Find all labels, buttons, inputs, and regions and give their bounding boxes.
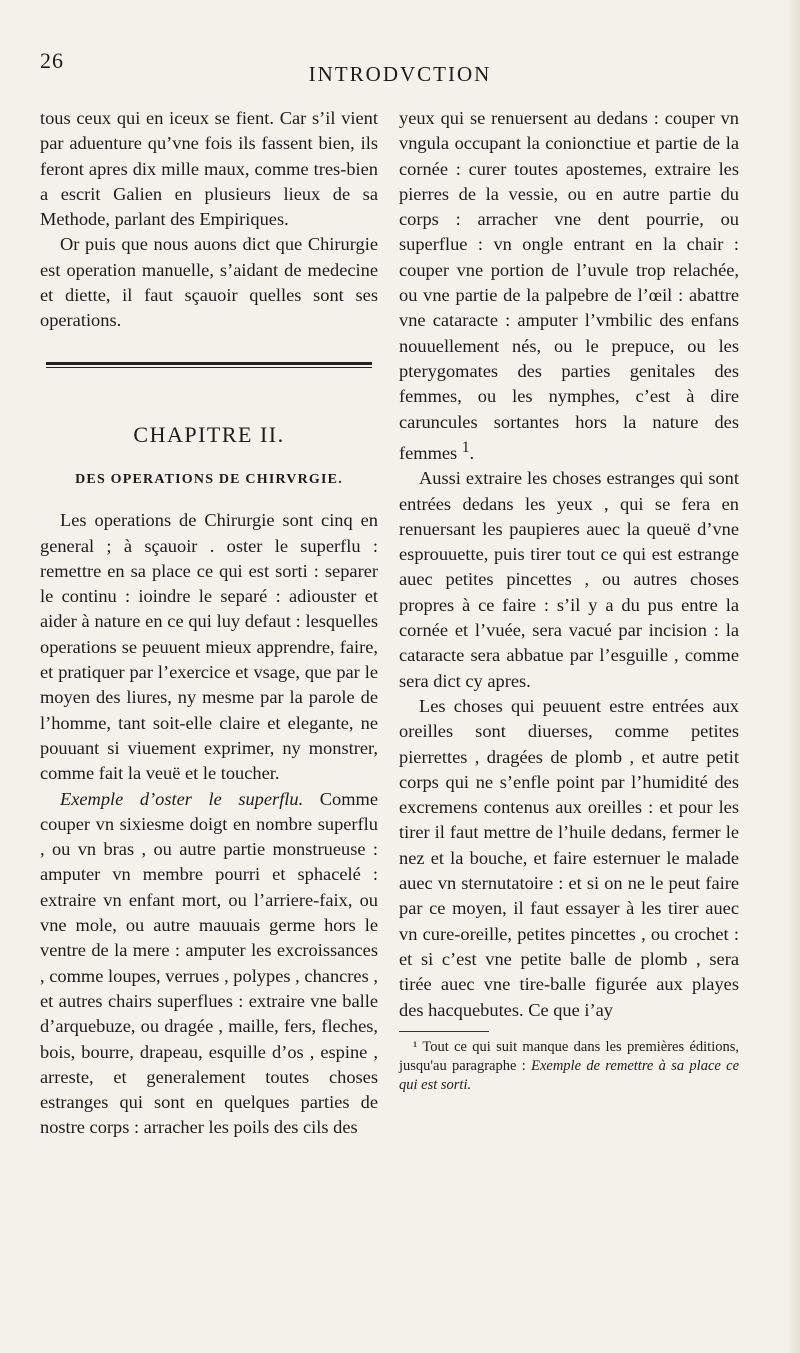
chapter-subtitle: DES OPERATIONS DE CHIRVRGIE. — [75, 471, 343, 487]
divider-thick — [46, 362, 372, 365]
left-column — [40, 106, 378, 1141]
paragraph: Les operations de Chirurgie sont cinq en general ; à sçauoir . oster le superflu : remettre en sa place ce qui est sorti : separer le continu : ioindre le separé : adiouster et aider à nature en ce qui luy defaut : lesquelles operations se peuuent mieux apprendre, faire, et pratiquer par l’exercice et vsage, que par le moyen des liures, ny mesme par la parole de l’homme, tant soit-elle claire et elegante, ne pouuant si viuement exprimer, ny monstrer, comme fait la veuë et le toucher. — [40, 510, 378, 784]
page-number: 26 — [40, 48, 64, 73]
paragraph: Or puis que nous auons dict que Chirurgie est operation manuelle, s’aidant de medecine et diette, il faut sçauoir quelles sont ses operations. — [40, 234, 378, 331]
chapter-title: CHAPITRE II. — [133, 421, 285, 447]
paragraph — [40, 787, 378, 1141]
paragraph: Les choses qui peuuent estre entrées aux oreilles sont diuerses, comme petites pierrettes , dragées de plomb , et autre petit corps qui ne s’enfle point par l’humidité des excremens contenus aux oreilles : et pour les tirer il faut mettre de l’huile dedans, fermer le nez et la bouche, et faire esternuer le malade auec vn sternutatoire : et si on ne le peut faire par ce moyen, il faut essayer à les tirer auec vn cure-oreille, petites pincettes , ou crochet : et si c’est vne petite balle de plomb , sera tirée auec vne tire-balle figurée aux playes des hacquebutes. Ce que i’ay — [399, 695, 739, 1020]
example-heading: Exemple d’oster le superflu. — [60, 788, 304, 809]
paragraph-text: Comme couper vn sixiesme doigt en nombre superflu , ou vn bras , ou autre partie monstrueuse : amputer vn membre pourri et sphacelé : extraire vn enfant mort, ou l’arriere-faix, ou vne mole, ou autre mauuais germe hors le ventre de la mere : amputer les excroissances , comme loupes, verrues , polypes , chancres , et autres chairs superflues : extraire vne balle d’arquebuze, ou dragée , maille, fers, fleches, bois, bourre, drapeau, esquille d’os , espine , arreste, et generalement toutes choses estranges qui sont en quelques parties de nostre corps : arracher les poils des cils des — [40, 788, 378, 1138]
footnote — [399, 1038, 739, 1095]
footnote-text: ¹ Tout ce qui suit manque dans les premières éditions, jusqu'au paragraphe : — [399, 1038, 739, 1074]
footnote-italic: Exemple de remettre à sa place ce qui est sorti. — [399, 1057, 740, 1093]
paragraph: tous ceux qui en iceux se fient. Car s’il vient par aduenture qu’vne fois ils fassent bien, ils feront apres dix mille maux, comme tres-bien a escrit Galien en plusieurs lieux de sa Methode, parlant des Empiriques. — [40, 108, 378, 230]
divider-thin — [46, 367, 372, 368]
paragraph: yeux qui se renuersent au dedans : couper vn vngula occupant la conionctiue et partie de la cornée : curer toutes apostemes, extraire les pierres de la vessie, ou en autre partie du corps : arracher vne dent pourrie, ou superflue : vn ongle entrant en la chair : couper vne portion de l’uvule trop relachée, ou vne partie de la palpebre de l’œil : abattre vne cataracte : amputer l’vmbilic des enfans nouuellement nés, ou le prepuce, ou les pterygomates des parties genitales des femmes, ou les nymphes, c’est à dire caruncules sortantes hors la nature des femmes $^1$. — [399, 108, 739, 463]
footnote-rule — [399, 1031, 489, 1032]
running-head: INTRODVCTION — [308, 62, 492, 86]
right-column — [399, 106, 739, 1095]
section-divider — [46, 362, 372, 368]
footnote-mark: 1 — [461, 438, 470, 456]
paragraph-text: yeux qui se renuersent au dedans : couper vn vngula occupant la conionctiue et partie de la cornée : curer toutes apostemes, extraire les pierres de la vessie, ou en autre partie du corps : arracher vne dent pourrie, ou superflue : vn ongle entrant en la chair : couper vne portion de l’uvule trop relachée, ou vne partie de la palpebre de l’œil : abattre vne cataracte : amputer l’vmbilic des enfans nouuellement nés, ou le prepuce, ou les pterygomates des parties genitales des femmes, ou les nymphes, c’est à dire caruncules sortantes hors la nature des femmes — [399, 108, 739, 463]
page-edge-shadow — [786, 0, 800, 1353]
paragraph: Aussi extraire les choses estranges qui sont entrées dedans les yeux , qui se fera en renuersant les paupieres auec la queuë d’vne esprouuette, puis tirer tout ce qui est estrange auec petites pincettes , ou autres choses propres à ce faire : s’il y a du pus entre la cornée et l’vuée, sera vacué par incision : la cataracte sera abbatue par l’esguille , comme sera dict cy apres. — [399, 468, 739, 691]
